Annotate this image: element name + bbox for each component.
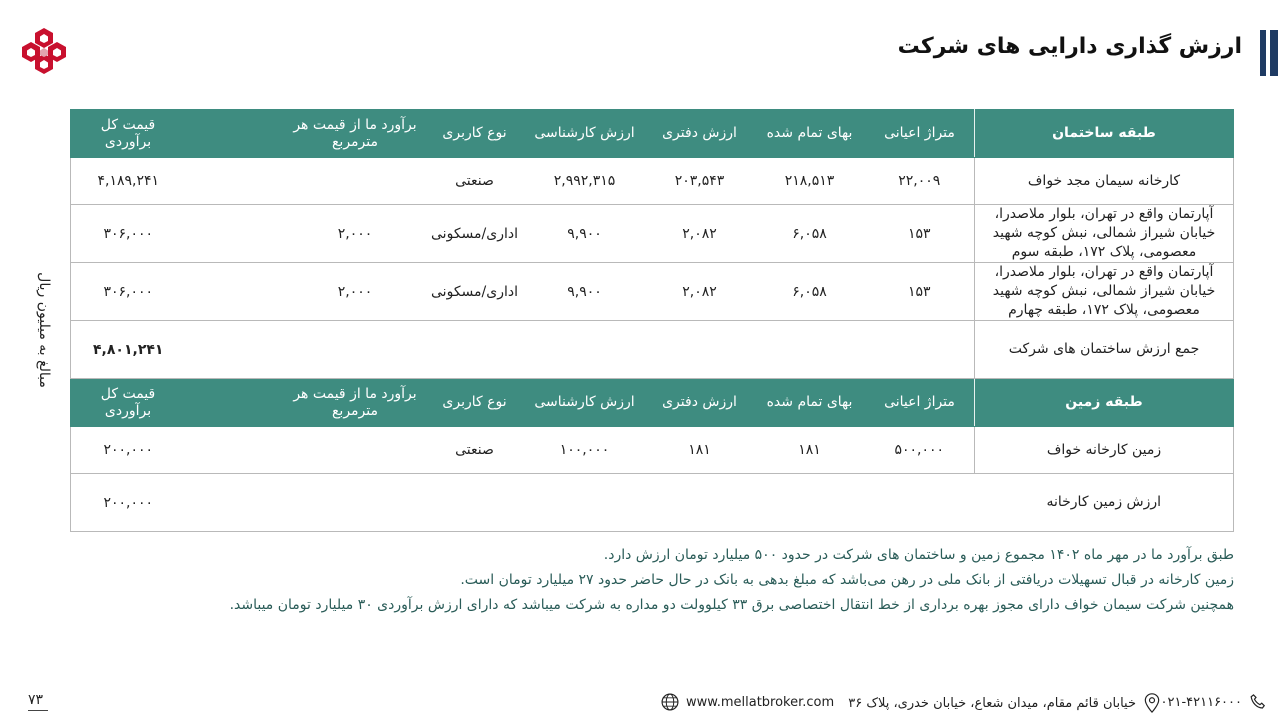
row-area: ۱۵۳ [865, 263, 975, 321]
row-total: ۳۰۶,۰۰۰ [71, 263, 186, 321]
page-title: ارزش گذاری دارایی های شرکت [897, 34, 1242, 59]
header-land-section: طبقه زمین [975, 379, 1234, 427]
row-cost: ۶,۰۵۸ [755, 205, 865, 263]
row-area: ۱۵۳ [865, 205, 975, 263]
header-cost: بهای تمام شده [755, 379, 865, 427]
row-expert: ۹,۹۰۰ [525, 205, 645, 263]
row-name: آپارتمان واقع در تهران، بلوار ملاصدرا، خیابان شیراز شمالی، نبش کوچه شهید معصومی، پلاک ۱۷۲، طبقه سوم [975, 205, 1234, 263]
header-book-value: ارزش دفتری [645, 110, 755, 158]
header-area: متراژ اعیانی [865, 379, 975, 427]
footer-address [848, 692, 1162, 714]
row-usage: صنعتی [425, 158, 525, 205]
row-book: ۱۸۱ [645, 427, 755, 474]
row-usage: اداری/مسکونی [425, 263, 525, 321]
land-total-value: ۲۰۰,۰۰۰ [71, 474, 186, 532]
page-number: ۷۳ [28, 692, 48, 711]
row-total: ۴,۱۸۹,۲۴۱ [71, 158, 186, 205]
row-book: ۲۰۳,۵۴۳ [645, 158, 755, 205]
units-label: مبالغ به میلیون ریال [36, 272, 52, 388]
land-header-row [71, 379, 1234, 427]
row-total: ۳۰۶,۰۰۰ [71, 205, 186, 263]
header-expert-value: ارزش کارشناسی [525, 379, 645, 427]
address-text: خیابان قائم مقام، میدان شعاع، خیابان خدری، پلاک ۳۶ [848, 695, 1136, 711]
land-total-row [71, 474, 1234, 532]
row-name: زمین کارخانه خواف [975, 427, 1234, 474]
header-total-price: قیمت کل برآوردی [71, 110, 186, 158]
assets-table [70, 109, 1234, 532]
header-buildings-section: طبقه ساختمان [975, 110, 1234, 158]
header-blank [186, 379, 286, 427]
note-line: طبق برآورد ما در مهر ماه ۱۴۰۲ مجموع زمین و ساختمان های شرکت در حدود ۵۰۰ میلیارد تومان ارزش دارد. [603, 547, 1234, 563]
header-cost: بهای تمام شده [755, 110, 865, 158]
title-accent-bar [1256, 30, 1280, 76]
notes [134, 543, 1234, 618]
row-name: آپارتمان واقع در تهران، بلوار ملاصدرا، خیابان شیراز شمالی، نبش کوچه شهید معصومی، پلاک ۱۷۲، طبقه چهارم [975, 263, 1234, 321]
row-area: ۵۰۰,۰۰۰ [865, 427, 975, 474]
buildings-header-row [71, 110, 1234, 158]
buildings-total-row [71, 321, 1234, 379]
header-blank [186, 110, 286, 158]
row-total: ۲۰۰,۰۰۰ [71, 427, 186, 474]
header-usage: نوع کاربری [425, 379, 525, 427]
row-usage: اداری/مسکونی [425, 205, 525, 263]
header-book-value: ارزش دفتری [645, 379, 755, 427]
phone-number: ۰۲۱-۴۲۱۱۶۰۰۰ [1160, 694, 1242, 710]
row-cost: ۱۸۱ [755, 427, 865, 474]
footer-website[interactable] [660, 692, 834, 712]
footer-phone [1161, 692, 1269, 712]
row-per-m2: ۲,۰۰۰ [286, 205, 425, 263]
table-row [71, 263, 1234, 321]
table-row [71, 158, 1234, 205]
header-area: متراژ اعیانی [865, 110, 975, 158]
row-name: کارخانه سیمان مجد خواف [975, 158, 1234, 205]
website-link[interactable]: www.mellatbroker.com [686, 694, 835, 710]
row-per-m2 [286, 158, 425, 205]
row-cost: ۲۱۸,۵۱۳ [755, 158, 865, 205]
header-expert-value: ارزش کارشناسی [525, 110, 645, 158]
table-row [71, 427, 1234, 474]
row-expert: ۹,۹۰۰ [525, 263, 645, 321]
note-line: زمین کارخانه در قبال تسهیلات دریافتی از بانک ملی در رهن می‌باشد که مبلغ بدهی به بانک در حال حاضر حدود ۲۷ میلیارد تومان است. [460, 572, 1234, 588]
footer [0, 690, 1280, 720]
row-per-m2 [286, 427, 425, 474]
header-total-price: قیمت کل برآوردی [71, 379, 186, 427]
row-usage: صنعتی [425, 427, 525, 474]
row-book: ۲,۰۸۲ [645, 205, 755, 263]
land-total-label: ارزش زمین کارخانه [975, 474, 1234, 532]
location-pin-icon [1142, 692, 1162, 714]
row-cost: ۶,۰۵۸ [755, 263, 865, 321]
row-expert: ۲,۹۹۲,۳۱۵ [525, 158, 645, 205]
table-row [71, 205, 1234, 263]
row-book: ۲,۰۸۲ [645, 263, 755, 321]
header-usage: نوع کاربری [425, 110, 525, 158]
row-per-m2: ۲,۰۰۰ [286, 263, 425, 321]
row-area: ۲۲,۰۰۹ [865, 158, 975, 205]
header-price-per-m2: برآورد ما از قیمت هر مترمربع [286, 379, 425, 427]
buildings-total-label: جمع ارزش ساختمان های شرکت [975, 321, 1234, 379]
buildings-total-value: ۴,۸۰۱,۲۴۱ [71, 321, 186, 379]
header-price-per-m2: برآورد ما از قیمت هر مترمربع [286, 110, 425, 158]
row-expert: ۱۰۰,۰۰۰ [525, 427, 645, 474]
phone-icon [1248, 692, 1268, 712]
company-logo-icon [20, 26, 68, 76]
note-line: همچنین شرکت سیمان خواف دارای مجوز بهره برداری از خط انتقال اختصاصی برق ۳۳ کیلوولت دو مداره به شرکت میباشد که دارای ارزش برآوردی ۳۰ میلیارد تومان میباشد. [229, 597, 1234, 613]
globe-icon [660, 692, 680, 712]
